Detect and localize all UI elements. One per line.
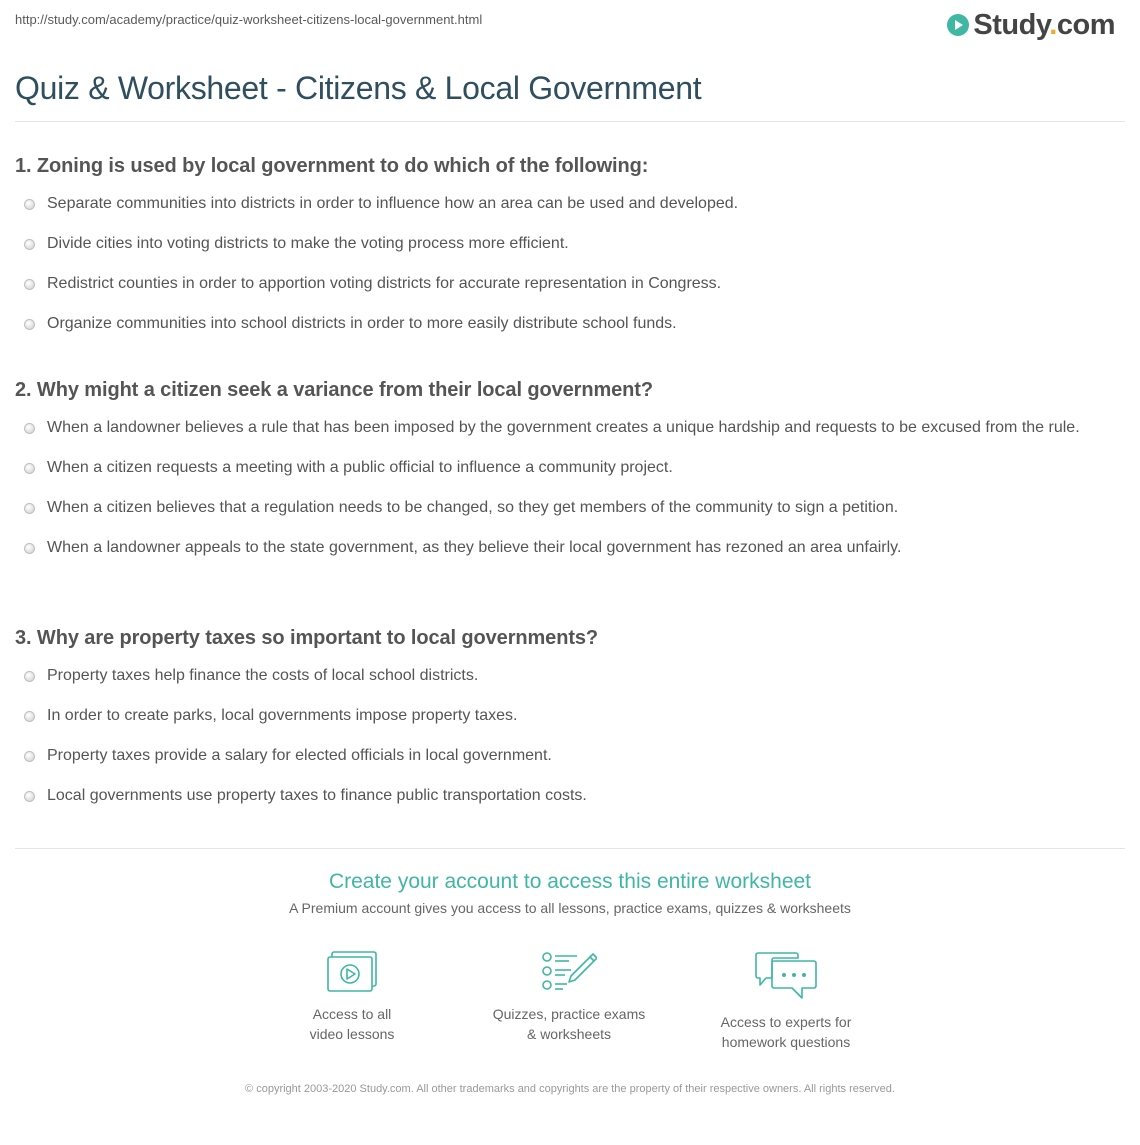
study-logo[interactable] <box>947 8 1115 42</box>
cta-subtitle: A Premium account gives you access to all lessons, practice exams, quizzes & worksheets <box>289 900 851 916</box>
divider <box>15 848 1125 849</box>
copyright-notice: © copyright 2003-2020 Study.com. All other trademarks and copyrights are the property of their respective owners. All rights reserved. <box>245 1083 895 1095</box>
question-1 <box>15 155 1125 352</box>
radio-button[interactable] <box>24 199 35 210</box>
radio-button[interactable] <box>24 463 35 474</box>
cta-title[interactable]: Create your account to access this entire worksheet <box>328 870 812 893</box>
radio-button[interactable] <box>24 751 35 762</box>
question-text: 3. Why are property taxes so important to local governments? <box>15 627 599 649</box>
answer-option[interactable]: Organize communities into school districts in order to more easily distribute school funds. <box>15 312 1125 336</box>
question-3 <box>15 627 1125 824</box>
answer-option[interactable]: Divide cities into voting districts to make the voting process more efficient. <box>15 232 1125 256</box>
radio-button[interactable] <box>24 711 35 722</box>
feature-experts <box>686 950 886 1052</box>
play-logo-icon <box>947 14 969 36</box>
signup-cta <box>0 870 1140 916</box>
answer-option[interactable]: In order to create parks, local governments impose property taxes. <box>15 704 1125 728</box>
answer-list <box>15 192 1125 336</box>
feature-label: Access to all video lessons <box>309 1006 395 1042</box>
answer-option[interactable]: Redistrict counties in order to apportion voting districts for accurate representation in Congress. <box>15 272 1125 296</box>
feature-quizzes <box>469 950 669 1044</box>
radio-button[interactable] <box>24 423 35 434</box>
radio-button[interactable] <box>24 791 35 802</box>
answer-option[interactable]: Property taxes help finance the costs of local school districts. <box>15 664 1125 688</box>
feature-label: Access to experts for homework questions <box>720 1014 852 1050</box>
answer-option[interactable]: When a landowner appeals to the state government, as they believe their local government has rezoned an area unfairly. <box>15 536 1125 560</box>
radio-button[interactable] <box>24 543 35 554</box>
question-text: 2. Why might a citizen seek a variance from their local government? <box>15 379 653 401</box>
answer-option[interactable]: Property taxes provide a salary for elected officials in local government. <box>15 744 1125 768</box>
logo-text: Study.com <box>973 8 1115 41</box>
radio-button[interactable] <box>24 503 35 514</box>
answer-option[interactable]: When a citizen requests a meeting with a public official to influence a community project. <box>15 456 1125 480</box>
top-bar <box>0 0 1140 48</box>
answer-list <box>15 416 1125 560</box>
answer-option[interactable]: Separate communities into districts in order to influence how an area can be used and developed. <box>15 192 1125 216</box>
chat-bubbles-icon <box>754 950 818 1002</box>
quiz-checklist-icon <box>541 950 597 994</box>
feature-video-lessons <box>252 950 452 1044</box>
video-lesson-icon <box>326 950 378 994</box>
feature-label: Quizzes, practice exams & worksheets <box>492 1006 646 1042</box>
question-text: 1. Zoning is used by local government to do which of the following: <box>15 155 649 177</box>
radio-button[interactable] <box>24 279 35 290</box>
radio-button[interactable] <box>24 319 35 330</box>
page-url: http://study.com/academy/practice/quiz-worksheet-citizens-local-government.html <box>15 12 483 27</box>
answer-option[interactable]: When a citizen believes that a regulation needs to be changed, so they get members of the community to sign a petition. <box>15 496 1125 520</box>
radio-button[interactable] <box>24 671 35 682</box>
question-2 <box>15 379 1125 576</box>
answer-option[interactable]: Local governments use property taxes to finance public transportation costs. <box>15 784 1125 808</box>
answer-list <box>15 664 1125 808</box>
page-title: Quiz & Worksheet - Citizens & Local Government <box>15 70 702 106</box>
radio-button[interactable] <box>24 239 35 250</box>
divider <box>15 121 1125 122</box>
answer-option[interactable]: When a landowner believes a rule that has been imposed by the government creates a unique hardship and requests to be excused from the rule. <box>15 416 1125 440</box>
